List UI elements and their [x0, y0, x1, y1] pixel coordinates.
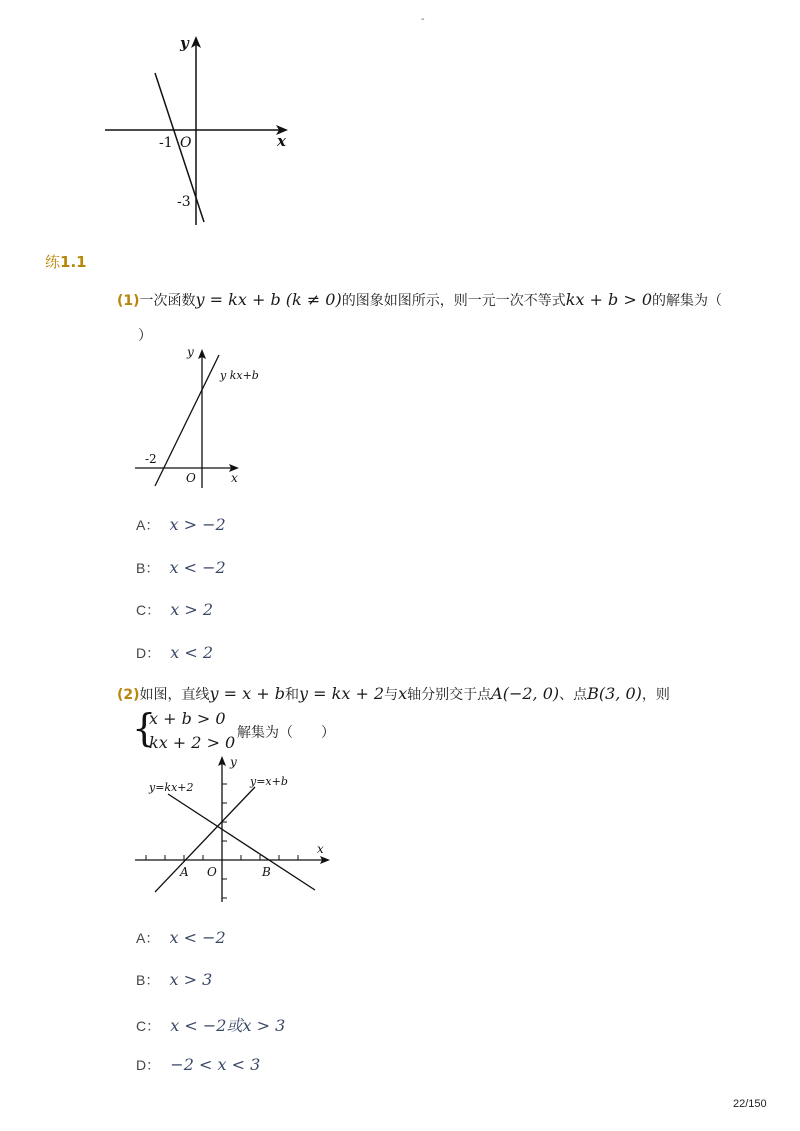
point-a-label: A — [180, 865, 189, 879]
q1-option-c[interactable] — [136, 600, 213, 620]
system-line-2: kx + 2 > 0 — [149, 733, 236, 752]
option-letter: D： — [136, 1057, 161, 1073]
question-2-number: (2) — [117, 687, 140, 703]
q2-math-1: y = x + b — [209, 684, 286, 703]
q2-math-4: A(−2, 0) — [491, 684, 560, 703]
option-value: x < −2 — [169, 928, 226, 947]
option-value: x < 2 — [170, 643, 214, 662]
line-kx-plus-2 — [168, 794, 315, 890]
q2-option-a[interactable] — [136, 928, 226, 948]
option-value: x > 2 — [170, 600, 214, 619]
origin-label: O — [180, 135, 192, 151]
option-letter: B： — [136, 972, 160, 988]
system-line-1: x + b > 0 — [149, 709, 226, 728]
section-title-number: 1.1 — [60, 253, 87, 271]
q2-option-c[interactable] — [136, 1013, 285, 1036]
x-axis-label: x — [231, 471, 238, 485]
q1-option-b[interactable] — [136, 558, 226, 578]
option-value: −2 < x < 3 — [170, 1055, 261, 1074]
q2-text-7: 解集为（ ） — [237, 725, 335, 741]
origin-label: O — [207, 865, 217, 879]
q2-text-3: 与 — [384, 687, 399, 703]
line2-label: y=x+b — [250, 775, 288, 788]
q2-text-5: 、点 — [559, 687, 588, 703]
section-title-prefix: 练 — [45, 253, 61, 271]
line1-label: y=kx+2 — [149, 781, 194, 794]
q1-text-1: 一次函数 — [139, 293, 196, 309]
q1-option-a[interactable] — [136, 515, 226, 535]
y-axis-label: y — [187, 345, 194, 359]
top-mark: - — [421, 14, 425, 25]
origin-label: O — [186, 471, 196, 485]
q1-math-2: kx + b > 0 — [565, 290, 653, 309]
x-intercept-label: -2 — [145, 452, 157, 466]
y-ticks — [222, 784, 227, 898]
x-intercept-label: -1 — [159, 135, 173, 151]
q2-math-5: B(3, 0) — [587, 684, 642, 703]
option-letter: B： — [136, 560, 160, 576]
line-x-plus-b — [155, 787, 255, 892]
question-1-line-1 — [117, 290, 722, 310]
question-2-line-1 — [117, 684, 670, 704]
q1-text-3: 的解集为（ — [652, 293, 723, 309]
option-value: x < −2或x > 3 — [170, 1016, 286, 1035]
x-axis-label: x — [277, 132, 286, 150]
q2-text-1: 如图，直线 — [139, 687, 210, 703]
option-letter: C： — [136, 1018, 161, 1034]
figure-3-graph — [130, 752, 340, 907]
q2-text-4: 轴分别交于点 — [407, 687, 492, 703]
q2-text-6: ，则 — [641, 687, 670, 703]
question-1-number: (1) — [117, 293, 140, 309]
section-title — [45, 251, 87, 272]
q2-text-2: 和 — [285, 687, 300, 703]
q1-option-d[interactable] — [136, 643, 213, 663]
question-1-line-2: ） — [138, 328, 152, 344]
y-axis-label: y — [180, 34, 189, 52]
q1-math-1: y = kx + b (k ≠ 0) — [195, 290, 342, 309]
system-brace: { — [132, 706, 157, 750]
q1-text-2: 的图象如图所示，则一元一次不等式 — [341, 293, 566, 309]
figure-2-graph — [130, 342, 280, 492]
option-value: x > −2 — [169, 515, 226, 534]
page-number: 22/150 — [733, 1098, 767, 1110]
y-intercept-label: -3 — [177, 194, 191, 210]
x-axis-label: x — [317, 842, 324, 856]
y-axis-label: y — [230, 755, 237, 769]
figure-1-graph — [100, 30, 300, 230]
function-line — [155, 355, 219, 486]
q2-option-d[interactable] — [136, 1055, 260, 1075]
line-label: y kx+b — [220, 369, 259, 382]
q2-math-3: x — [398, 684, 408, 703]
point-b-label: B — [262, 865, 271, 879]
option-value: x > 3 — [169, 970, 213, 989]
option-letter: A： — [136, 930, 160, 946]
q2-math-2: y = kx + 2 — [299, 684, 385, 703]
option-value: x < −2 — [169, 558, 226, 577]
option-letter: A： — [136, 517, 160, 533]
option-letter: D： — [136, 645, 161, 661]
option-letter: C： — [136, 602, 161, 618]
q2-option-b[interactable] — [136, 970, 212, 990]
